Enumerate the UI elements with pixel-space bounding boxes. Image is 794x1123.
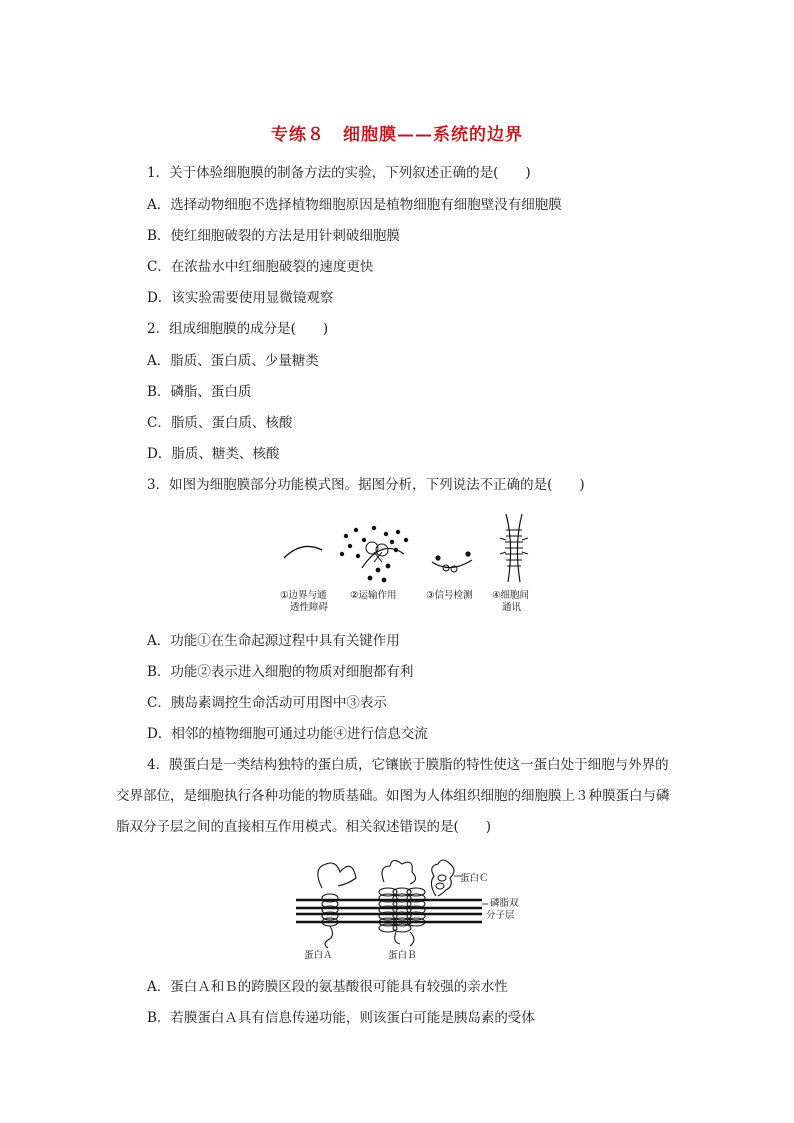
q4-stem	[116, 750, 680, 843]
q1-option-c: C．在浓盐水中红细胞破裂的速度更快	[147, 259, 374, 275]
protein-b-shape	[379, 860, 425, 946]
caption-3: ③信号检测	[426, 590, 473, 601]
page-title: 专练８ 细胞膜——系统的边界	[271, 125, 523, 145]
q4-figure	[292, 854, 534, 962]
caption-1-line1: ①边界与通	[280, 590, 327, 601]
q3-option-d: D．相邻的植物细胞可通过功能④进行信息交流	[147, 726, 428, 742]
q1-option-b: B．使红细胞破裂的方法是用针刺破细胞膜	[147, 228, 400, 244]
q1-option-d: D．该实验需要使用显微镜观察	[147, 290, 334, 306]
q3-option-b: B．功能②表示进入细胞的物质对细胞都有利	[147, 664, 414, 680]
label-bilayer-line2: 分子层	[486, 910, 515, 921]
q2-option-b: B．磷脂、蛋白质	[147, 384, 252, 400]
q2-stem: 2．组成细胞膜的成分是( )	[147, 321, 329, 337]
q1-option-a: A．选择动物细胞不选择植物细胞原因是植物细胞有细胞壁没有细胞膜	[147, 197, 562, 213]
q1-stem: 1．关于体验细胞膜的制备方法的实验，下列叙述正确的是( )	[147, 165, 531, 181]
label-protein-c: 蛋白Ｃ	[460, 873, 489, 884]
q3-figure	[278, 510, 548, 614]
transport-diagram	[340, 526, 408, 583]
caption-4-line2: 通讯	[502, 602, 522, 613]
q4-option-a: A．蛋白Ａ和Ｂ的跨膜区段的氨基酸很可能具有较强的亲水性	[147, 979, 508, 995]
protein-a-shape	[318, 863, 356, 948]
caption-4-line1: ④细胞间	[492, 590, 530, 601]
protein-c-shape	[431, 860, 454, 896]
cell-communication-diagram	[500, 514, 528, 582]
caption-1-line2: 透性障碍	[290, 602, 329, 613]
label-protein-a: 蛋白Ａ	[304, 950, 333, 961]
q3-option-c: C．胰岛素调控生命活动可用图中③表示	[147, 695, 387, 711]
q3-stem: 3．如图为细胞膜部分功能模式图。据图分析，下列说法不正确的是( )	[147, 477, 585, 493]
label-protein-b: 蛋白Ｂ	[388, 950, 417, 961]
q2-option-c: C．脂质、蛋白质、核酸	[147, 415, 293, 431]
q2-option-d: D．脂质、糖类、核酸	[147, 446, 280, 462]
q3-option-a: A．功能①在生命起源过程中具有关键作用	[147, 633, 400, 649]
caption-2: ②运输作用	[350, 590, 397, 601]
signal-detection-diagram	[432, 551, 472, 572]
label-bilayer-line1: 磷脂双	[490, 898, 519, 909]
membrane-boundary-curve	[284, 546, 322, 558]
q2-option-a: A．脂质、蛋白质、少量糖类	[147, 353, 319, 369]
q4-option-b: B．若膜蛋白Ａ具有信息传递功能，则该蛋白可能是胰岛素的受体	[147, 1010, 535, 1026]
q4-stem-text: 4．膜蛋白是一类结构独特的蛋白质，它镶嵌于膜脂的特性使这一蛋白处于细胞与外界的交界部位，是细胞执行各种功能的物质基础。如图为人体组织细胞的细胞膜上３种膜蛋白与磷脂双分子层之间的直接相互作用模式。相关叙述错误的是( )	[116, 757, 670, 835]
